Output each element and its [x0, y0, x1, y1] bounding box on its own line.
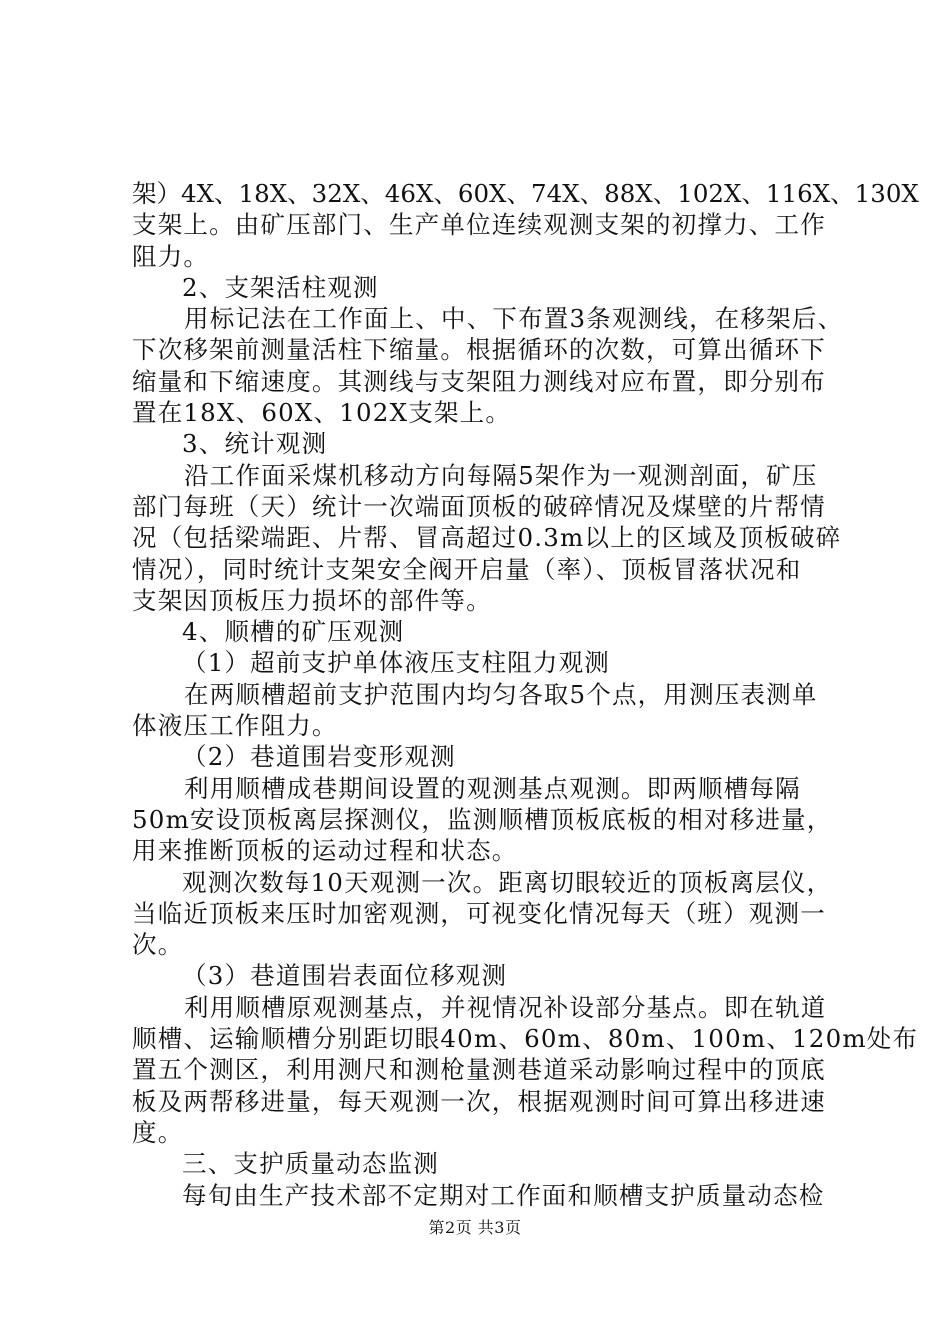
text-line: 当临近顶板来压时加密观测，可视变化情况每天（班）观测一	[132, 898, 826, 928]
text-line: 度。	[132, 1117, 184, 1147]
text-line: 置五个测区，利用测尺和测枪量测巷道采动影响过程中的顶底	[132, 1055, 826, 1085]
text-line: 况（包括梁端距、片帮、冒高超过0.3m以上的区域及顶板破碎	[132, 523, 842, 553]
text-line: 用来推断顶板的运动过程和状态。	[132, 836, 518, 866]
text-line: 体液压工作阻力。	[132, 711, 338, 741]
section-heading: 4、顺槽的矿压观测	[182, 617, 405, 647]
subsection-heading: （2）巷道围岩变形观测	[182, 742, 456, 772]
subsection-heading: （3）巷道围岩表面位移观测	[182, 961, 508, 991]
subsection-heading: （1）超前支护单体液压支柱阻力观测	[182, 648, 610, 678]
text-line: 观测次数每10天观测一次。距离切眼较近的顶板离层仪，	[182, 867, 833, 897]
text-line: 支架上。由矿压部门、生产单位连续观测支架的初撑力、工作	[132, 210, 826, 240]
section-heading: 2、支架活柱观测	[182, 272, 379, 302]
text-line: 架）4X、18X、32X、46X、60X、74X、88X、102X、116X、130X	[132, 179, 919, 208]
text-line: 在两顺槽超前支护范围内均匀各取5个点，用测压表测单	[184, 679, 818, 709]
text-line: 支架因顶板压力损坏的部件等。	[132, 585, 492, 615]
document-body	[132, 178, 919, 1211]
section-heading: 三、支护质量动态监测	[182, 1149, 439, 1179]
text-line: 次。	[132, 930, 184, 960]
text-line: 缩量和下缩速度。其测线与支架阻力测线对应布置，即分别布	[132, 366, 826, 396]
text-line: 下次移架前测量活柱下缩量。根据循环的次数，可算出循环下	[132, 335, 826, 365]
text-line: 用标记法在工作面上、中、下布置3条观测线，在移架后、	[184, 304, 844, 334]
text-line: 利用顺槽成巷期间设置的观测基点观测。即两顺槽每隔	[184, 773, 801, 803]
text-line: 阻力。	[132, 241, 210, 271]
text-line: 每旬由生产技术部不定期对工作面和顺槽支护质量动态检	[182, 1180, 825, 1210]
page-number-footer: 第2页 共3页	[428, 1218, 522, 1237]
section-heading: 3、统计观测	[182, 429, 328, 459]
text-line: 50m安设顶板离层探测仪，监测顺槽顶板底板的相对移进量，	[132, 804, 833, 834]
text-line: 部门每班（天）统计一次端面顶板的破碎情况及煤壁的片帮情	[132, 491, 826, 521]
text-line: 沿工作面采煤机移动方向每隔5架作为一观测剖面，矿压	[184, 460, 818, 490]
text-line: 情况），同时统计支架安全阀开启量（率）、顶板冒落状况和	[132, 554, 802, 584]
text-line: 板及两帮移进量，每天观测一次，根据观测时间可算出移进速	[132, 1086, 826, 1116]
text-line: 利用顺槽原观测基点，并视情况补设部分基点。即在轨道	[184, 992, 827, 1022]
text-line: 顺槽、运输顺槽分别距切眼40m、60m、80m、100m、120m处布	[132, 1024, 919, 1054]
text-line: 置在18X、60X、102X支架上。	[132, 398, 512, 428]
